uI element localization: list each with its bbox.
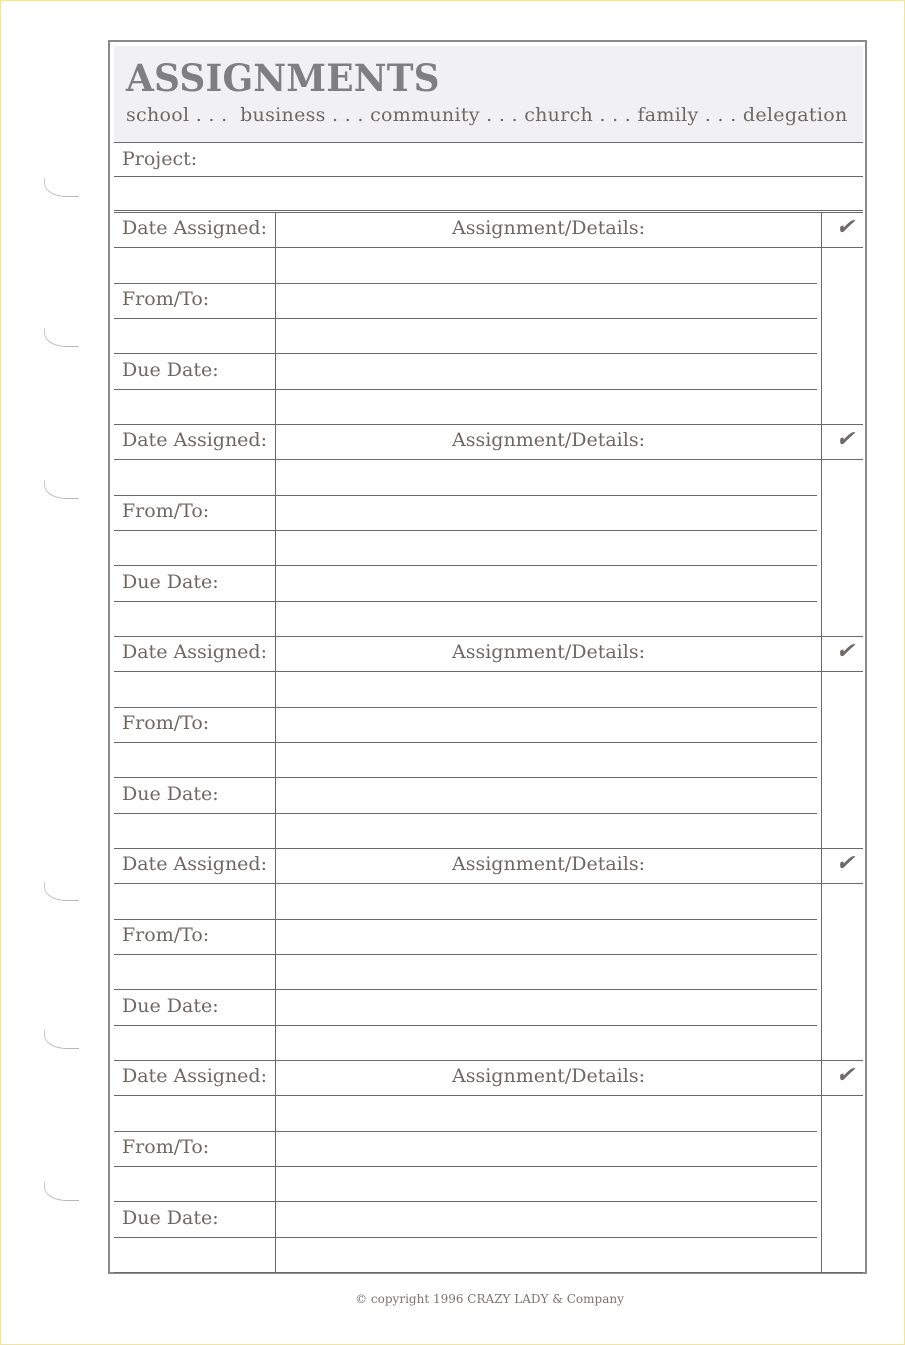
project-label: Project:	[122, 148, 198, 170]
entry-line[interactable]	[114, 389, 817, 390]
entry-line	[114, 424, 863, 425]
from-to-label: From/To:	[122, 1136, 210, 1158]
label-column-divider	[275, 1060, 276, 1272]
checkmark-icon[interactable]: ✔	[836, 639, 855, 664]
checkmark-icon[interactable]: ✔	[836, 1063, 855, 1088]
entry-line[interactable]	[114, 777, 817, 778]
assignment-block	[114, 848, 863, 1060]
label-column-divider	[275, 636, 276, 848]
entry-line[interactable]	[114, 989, 817, 990]
due-date-label: Due Date:	[122, 1207, 219, 1229]
entry-line[interactable]	[114, 1272, 863, 1273]
entry-line[interactable]	[114, 671, 863, 672]
from-to-label: From/To:	[122, 500, 210, 522]
form-sheet	[108, 40, 867, 1274]
entry-line[interactable]	[114, 954, 817, 955]
entry-line[interactable]	[114, 1237, 817, 1238]
assignment-details-header: Assignment/Details:	[452, 641, 645, 663]
page-title: ASSIGNMENTS	[126, 56, 440, 100]
entry-line	[114, 848, 863, 849]
entry-line[interactable]	[114, 318, 817, 319]
entry-line	[114, 212, 863, 213]
date-assigned-label: Date Assigned:	[122, 641, 267, 663]
checkmark-icon[interactable]: ✔	[836, 215, 855, 240]
header-divider	[114, 142, 863, 143]
due-date-label: Due Date:	[122, 995, 219, 1017]
assignment-block	[114, 424, 863, 636]
check-column-divider	[821, 212, 822, 424]
copyright-footer: © copyright 1996 CRAZY LADY & Company	[355, 1292, 624, 1306]
assignment-details-header: Assignment/Details:	[452, 429, 645, 451]
date-assigned-label: Date Assigned:	[122, 429, 267, 451]
label-column-divider	[275, 424, 276, 636]
entry-line[interactable]	[114, 1201, 817, 1202]
due-date-label: Due Date:	[122, 783, 219, 805]
entry-line[interactable]	[114, 459, 863, 460]
date-assigned-label: Date Assigned:	[122, 1065, 267, 1087]
check-column-divider	[821, 424, 822, 636]
entry-line[interactable]	[114, 813, 817, 814]
entry-line	[114, 1060, 863, 1061]
entry-line[interactable]	[114, 565, 817, 566]
assignment-details-header: Assignment/Details:	[452, 217, 645, 239]
entry-line[interactable]	[114, 742, 817, 743]
from-to-label: From/To:	[122, 288, 210, 310]
check-column-divider	[821, 636, 822, 848]
due-date-label: Due Date:	[122, 571, 219, 593]
form-header	[114, 46, 863, 142]
due-date-label: Due Date:	[122, 359, 219, 381]
assignment-details-header: Assignment/Details:	[452, 1065, 645, 1087]
entry-line[interactable]	[114, 601, 817, 602]
entry-line[interactable]	[114, 247, 863, 248]
entry-line[interactable]	[114, 530, 817, 531]
check-column-divider	[821, 848, 822, 1060]
project-line-2[interactable]	[114, 210, 863, 211]
entry-line	[114, 636, 863, 637]
entry-line[interactable]	[114, 707, 817, 708]
check-column-divider	[821, 1060, 822, 1272]
project-line[interactable]	[114, 176, 863, 177]
entry-line[interactable]	[114, 1025, 817, 1026]
entry-line[interactable]	[114, 283, 817, 284]
date-assigned-label: Date Assigned:	[122, 853, 267, 875]
label-column-divider	[275, 212, 276, 424]
entry-line[interactable]	[114, 883, 863, 884]
checkmark-icon[interactable]: ✔	[836, 427, 855, 452]
entry-line[interactable]	[114, 495, 817, 496]
entry-line[interactable]	[114, 1166, 817, 1167]
entry-line[interactable]	[114, 919, 817, 920]
entry-line[interactable]	[114, 1095, 863, 1096]
assignment-details-header: Assignment/Details:	[452, 853, 645, 875]
from-to-label: From/To:	[122, 924, 210, 946]
assignment-block	[114, 636, 863, 848]
entry-line[interactable]	[114, 353, 817, 354]
assignment-block	[114, 1060, 863, 1272]
assignment-block	[114, 212, 863, 424]
entry-line[interactable]	[114, 1131, 817, 1132]
checkmark-icon[interactable]: ✔	[836, 851, 855, 876]
categories-subtitle: school . . . business . . . community . . . church . . . family . . . delegation	[126, 104, 848, 126]
label-column-divider	[275, 848, 276, 1060]
date-assigned-label: Date Assigned:	[122, 217, 267, 239]
from-to-label: From/To:	[122, 712, 210, 734]
